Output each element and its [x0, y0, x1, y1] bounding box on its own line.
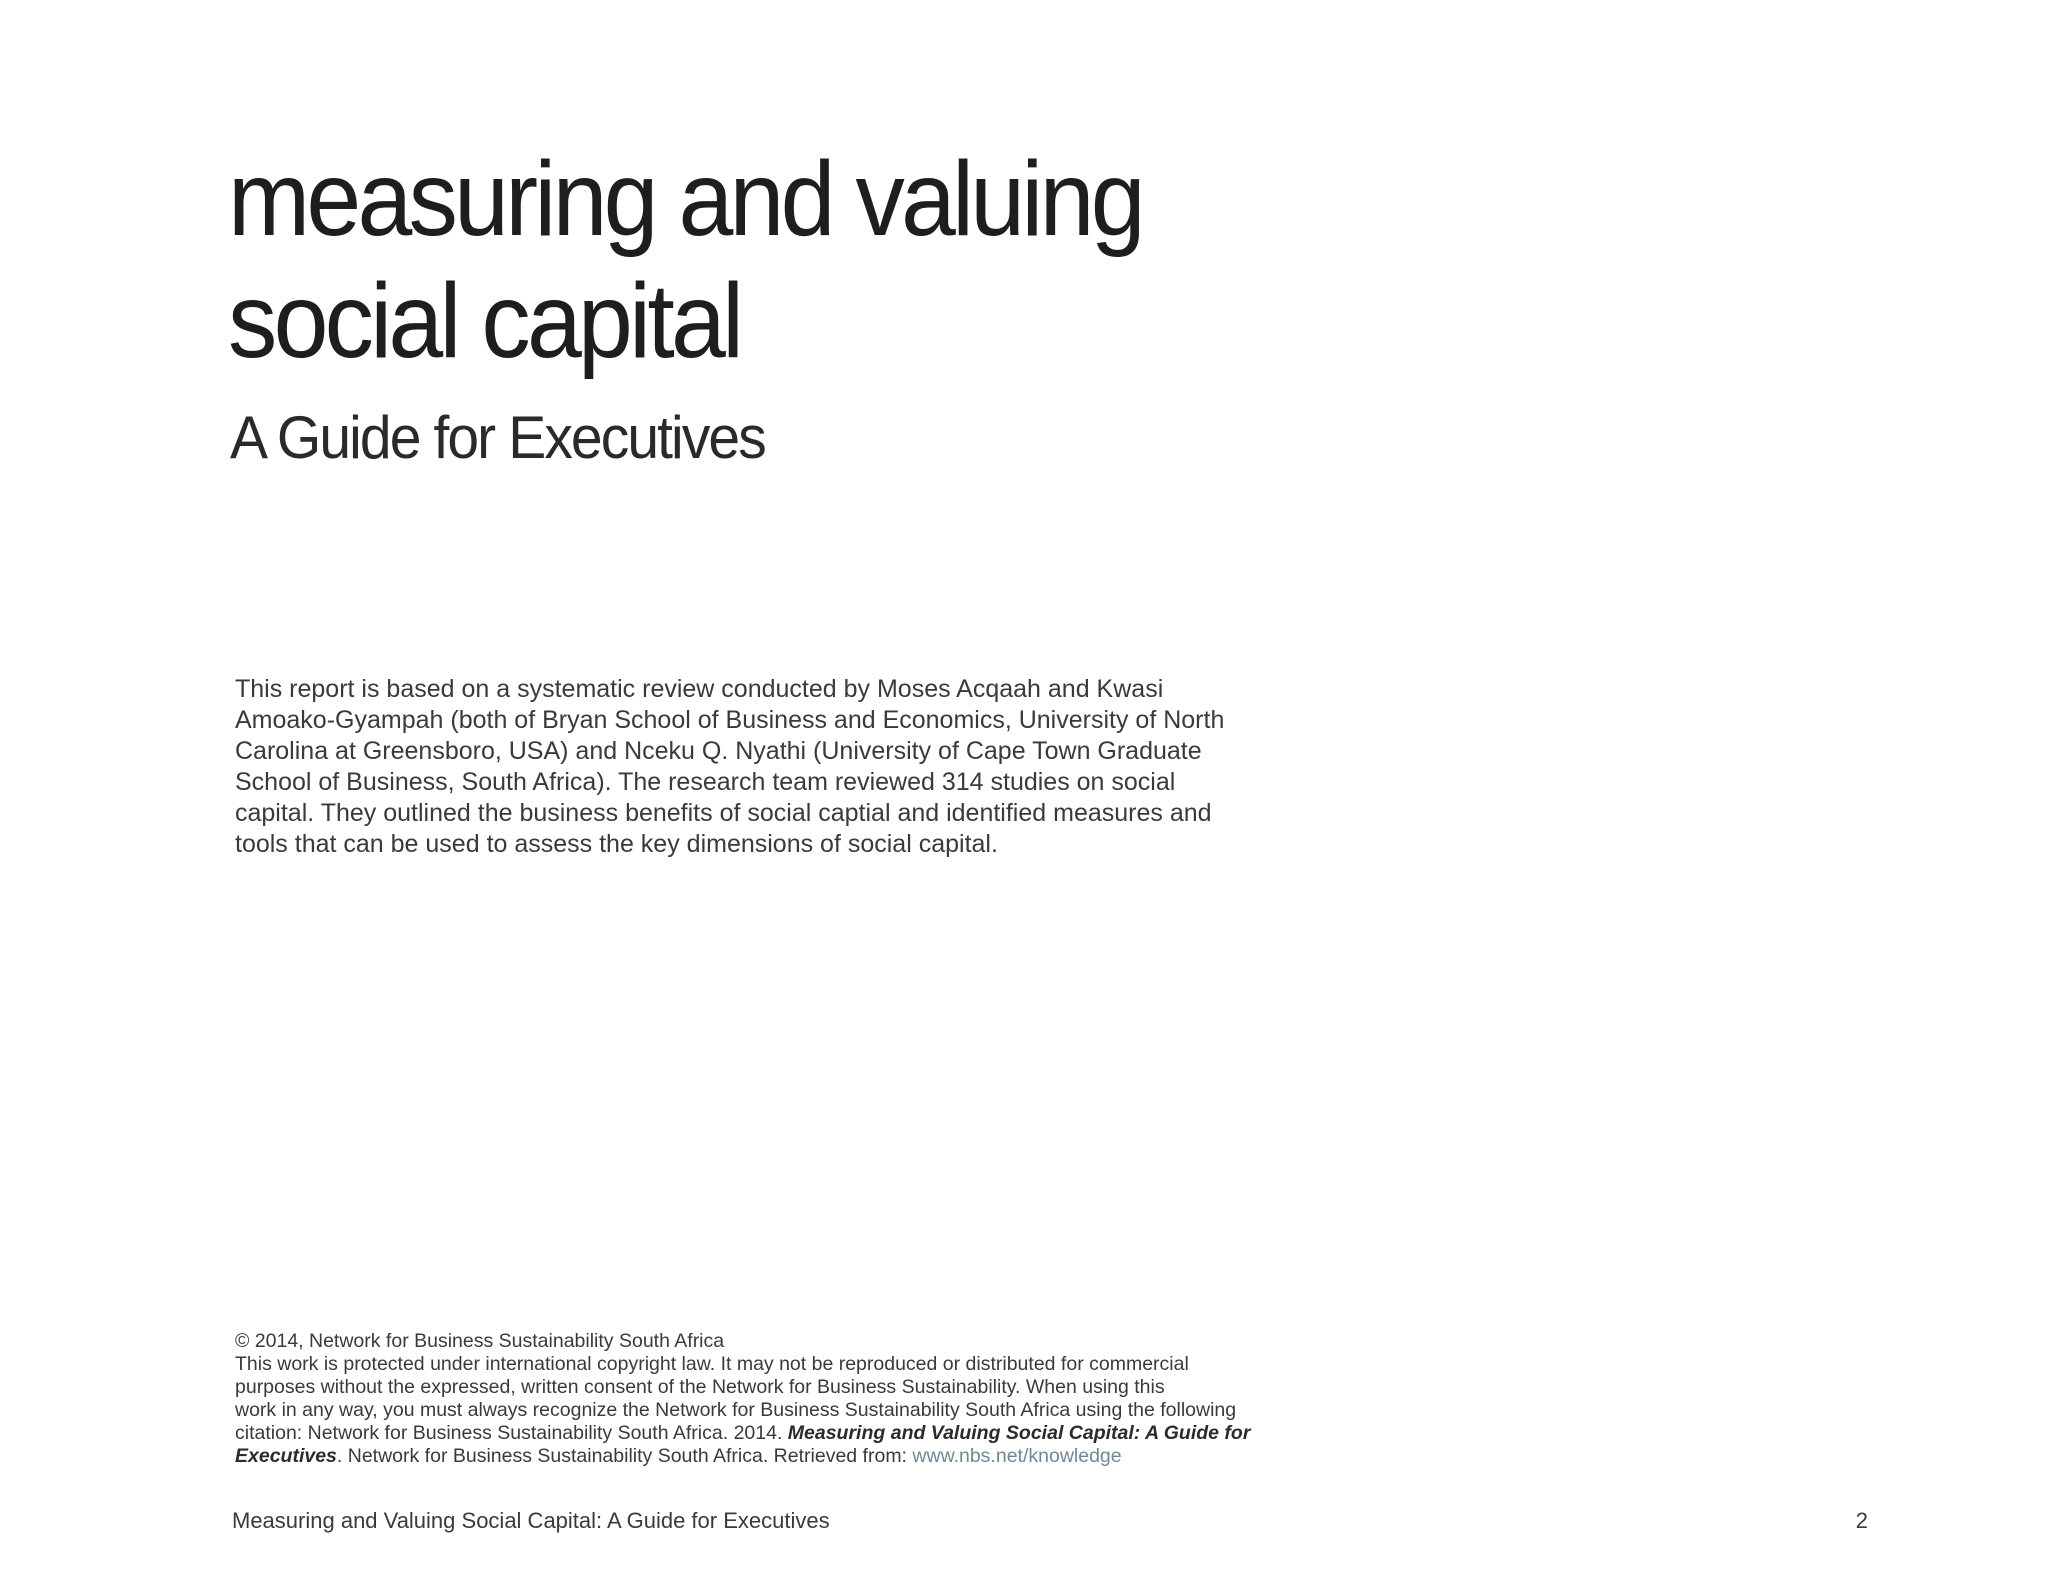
footer-running-title: Measuring and Valuing Social Capital: A Guide for Executives: [232, 1508, 830, 1533]
copyright-line: work in any way, you must always recognize the Network for Business Sustainability South Africa using the following: [235, 1399, 1237, 1421]
citation-title-end: Executives: [235, 1445, 337, 1467]
copyright-line: This work is protected under international copyright law. It may not be reproduced or distributed for commercial: [235, 1353, 1189, 1375]
intro-paragraph: [235, 674, 1345, 860]
citation-title: Measuring and Valuing Social Capital: A Guide for: [787, 1422, 1251, 1444]
nbs-knowledge-link[interactable]: www.nbs.net/knowledge: [912, 1445, 1122, 1467]
copyright-line: purposes without the expressed, written consent of the Network for Business Sustainability. When using this: [235, 1376, 1165, 1398]
intro-line: Amoako-Gyampah (both of Bryan School of Business and Economics, University of North: [235, 706, 1225, 734]
intro-line: This report is based on a systematic review conducted by Moses Acqaah and Kwasi: [235, 675, 1164, 703]
page-title: [228, 138, 1428, 382]
copyright-line: © 2014, Network for Business Sustainability South Africa: [235, 1330, 725, 1352]
citation-line: [235, 1422, 1365, 1445]
intro-line: tools that can be used to assess the key dimensions of social capital.: [235, 830, 998, 858]
title-line-1: measuring and valuing: [228, 140, 1142, 258]
page-subtitle: A Guide for Executives: [230, 404, 765, 471]
intro-line: School of Business, South Africa). The research team reviewed 314 studies on social: [235, 768, 1176, 796]
citation-line: [235, 1445, 1365, 1468]
copyright-notice: [235, 1330, 1365, 1468]
citation-suffix: . Network for Business Sustainability South Africa. Retrieved from:: [336, 1445, 913, 1467]
intro-line: capital. They outlined the business benefits of social captial and identified measures and: [235, 799, 1212, 827]
page-number: 2: [1855, 1508, 1868, 1533]
citation-prefix: citation: Network for Business Sustainability South Africa. 2014.: [235, 1422, 788, 1444]
title-line-2: social capital: [228, 262, 741, 380]
intro-line: Carolina at Greensboro, USA) and Nceku Q. Nyathi (University of Cape Town Graduate: [235, 737, 1202, 765]
